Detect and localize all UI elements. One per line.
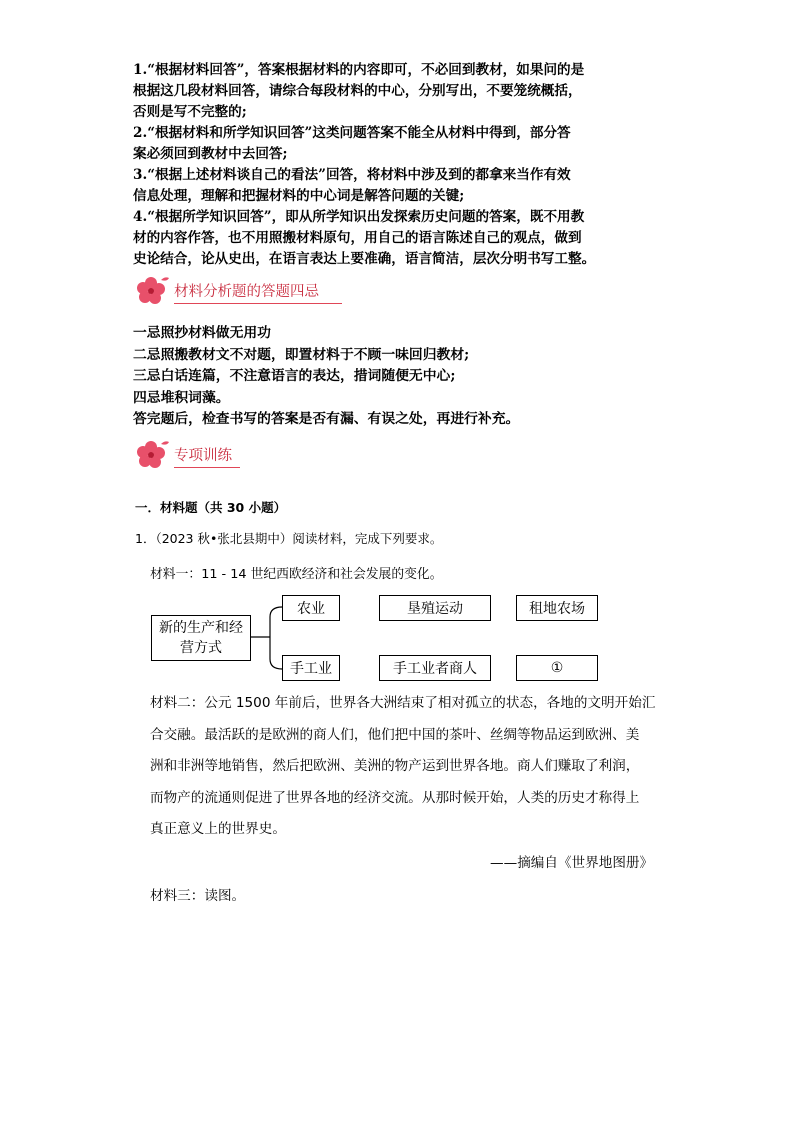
tip-line: 案必须回到教材中去回答; [133,146,288,162]
material-two-line: 材料二：公元 1500 年前后，世界各大洲结束了相对孤立的状态，各地的文明开始汇 [150,695,656,711]
material-one: 材料一：11 - 14 世纪西欧经济和社会发展的变化。 [150,567,443,582]
material-two [150,688,670,846]
flower-icon [134,438,172,472]
section-title: 专项训练 [174,448,232,464]
material-two-line: 洲和非洲等地销售，然后把欧洲、美洲的物产运到世界各地。商人们赚取了利润， [150,758,640,774]
diagram-box-artisan-merchant: 手工业者商人 [379,655,491,681]
diagram-box-blank: ① [516,655,598,681]
question-section-heading: 一．材料题（共 30 小题） [135,500,287,515]
taboo-line: 一忌照抄材料做无用功 [133,325,271,341]
material-two-line: 合交融。最活跃的是欧洲的商人们，他们把中国的茶叶、丝绸等物品运到欧洲、美 [150,726,640,743]
taboo-line: 答完题后，检查书写的答案是否有漏、有误之处，再进行补充。 [133,411,520,427]
diagram-root-box: 新的生产和经营方式 [151,615,251,661]
tip-line: 根据这几段材料回答，请综合每段材料的中心，分别写出，不要笼统概括， [133,83,582,99]
tip-line: 4.“根据所学知识回答”，即从所学知识出发探索历史问题的答案，既不用教 [133,209,585,225]
material-two-line: 真正意义上的世界史。 [150,821,286,837]
tip-line: 2.“根据材料和所学知识回答”这类问题答案不能全从材料中得到，部分答 [133,125,571,141]
taboo-line: 二忌照搬教材文不对题，即置材料于不顾一味回归教材; [133,346,470,363]
taboo-line: 四忌堆积词藻。 [133,389,230,406]
section-title: 材料分析题的答题四忌 [174,284,319,300]
tip-line: 材的内容作答，也不用照搬材料原句，用自己的语言陈述自己的观点，做到 [133,230,582,246]
tip-line: 史论结合，论从史出，在语言表达上要准确，语言简洁，层次分明书写工整。 [133,251,596,267]
diagram-box-leased-farm: 租地农场 [516,595,598,621]
question-stem: 1．（2023 秋•张北县期中）阅读材料，完成下列要求。 [135,531,443,546]
material-two-line: 而物产的流通则促进了世界各地的经济交流。从那时候开始，人类的历史才称得上 [150,789,640,806]
production-diagram [150,593,610,683]
taboo-line: 三忌白话连篇，不注意语言的表达，措词随便无中心; [133,368,456,384]
diagram-box-agriculture: 农业 [282,595,340,621]
tip-line: 信息处理，理解和把握材料的中心词是解答问题的关键; [133,188,465,204]
flower-icon [134,274,172,308]
section-underline [174,467,240,468]
diagram-box-reclamation: 垦殖运动 [379,595,491,621]
tip-line: 3.“根据上述材料谈自己的看法”回答，将材料中涉及到的都拿来当作有效 [133,167,571,183]
diagram-box-handicraft: 手工业 [282,655,340,681]
tip-line: 否则是写不完整的; [133,104,247,120]
section-underline [174,303,342,304]
answer-tips [133,60,673,270]
taboo-list [133,323,673,431]
tip-line: 1.“根据材料回答”，答案根据材料的内容即可，不必回到教材，如果问的是 [133,62,585,78]
material-source: ——摘编自《世界地图册》 [490,855,654,871]
material-three: 材料三：读图。 [150,888,246,904]
